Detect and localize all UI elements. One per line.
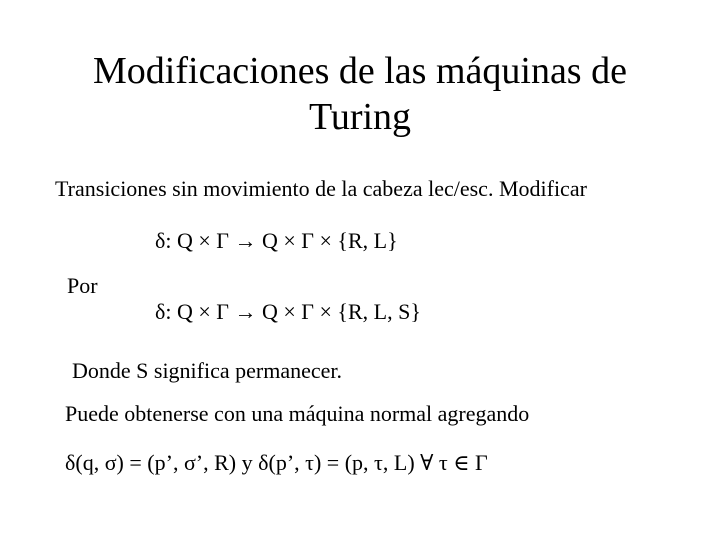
- slide-title: [0, 48, 720, 140]
- intro-text: Transiciones sin movimiento de la cabeza lec/esc. Modificar: [55, 176, 587, 201]
- formula-simulation: δ(q, σ) = (p’, σ’, R) y δ(p’, τ) = (p, τ, L) ∀ τ ∈ Γ: [65, 450, 488, 475]
- formula-original: δ: Q × Γ → Q × Γ × {R, L}: [155, 228, 398, 253]
- puede-text: Puede obtenerse con una máquina normal agregando: [65, 401, 530, 426]
- formula-modified: δ: Q × Γ → Q × Γ × {R, L, S}: [155, 299, 421, 324]
- slide-title-line1: Modificaciones de las máquinas de: [93, 50, 627, 92]
- slide-title-line2: Turing: [308, 96, 412, 138]
- donde-text: Donde S significa permanecer.: [72, 358, 343, 383]
- por-label: Por: [67, 273, 98, 298]
